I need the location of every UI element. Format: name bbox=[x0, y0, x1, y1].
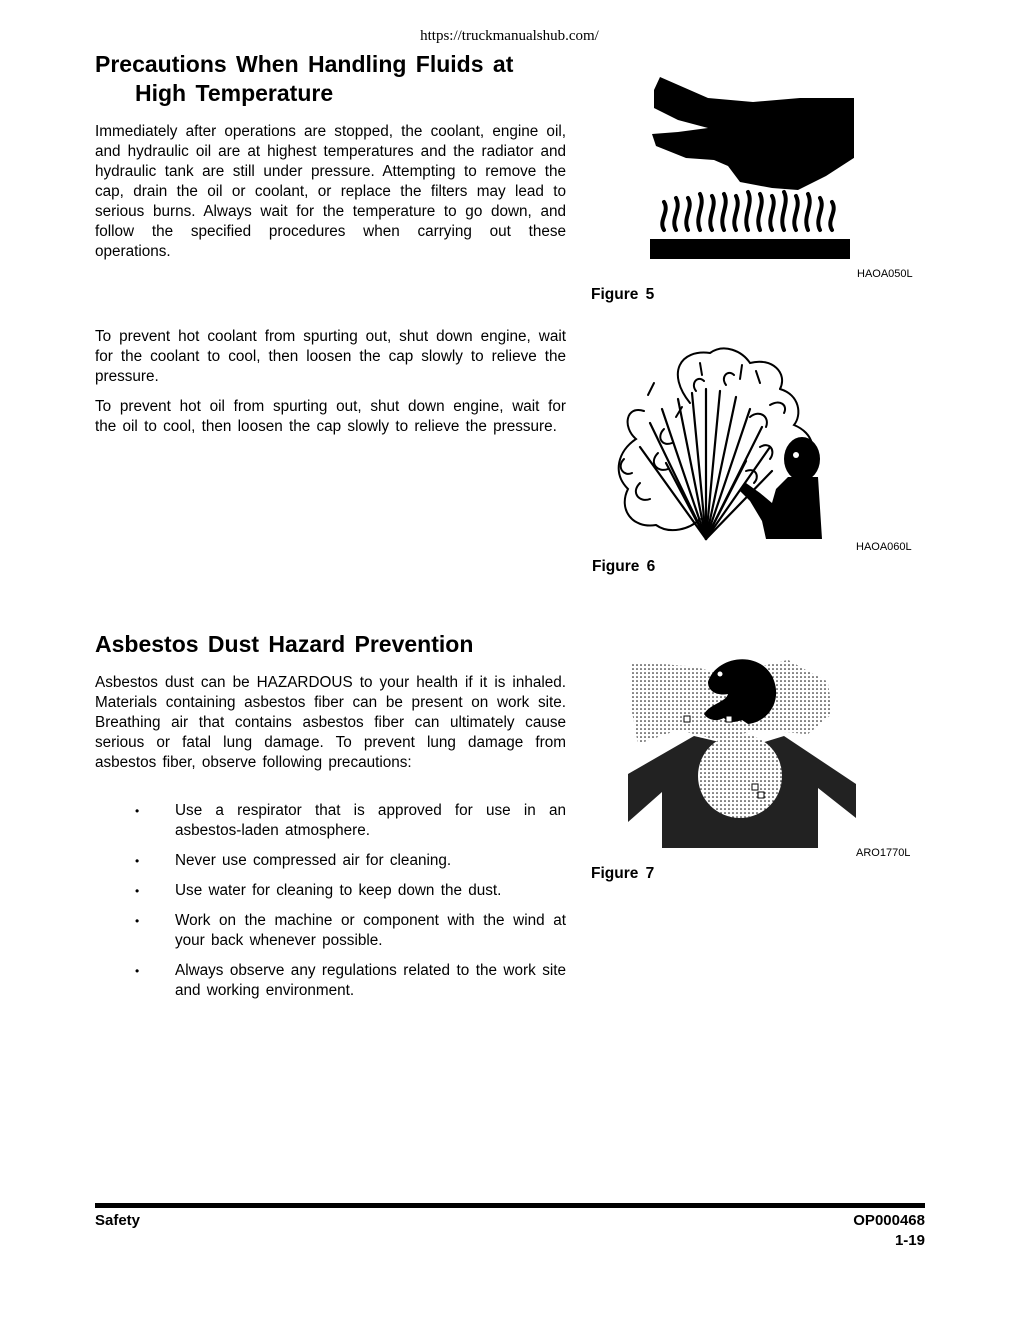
fluids-paragraph-2: To prevent hot coolant from spurting out, shut down engine, wait for the coolant to cool, then loosen the cap slowly to relieve the pressure. bbox=[95, 328, 566, 385]
list-item bbox=[95, 961, 566, 1001]
figure-7-caption: Figure 7 bbox=[591, 865, 655, 882]
figure-6-code: HAOA060L bbox=[856, 541, 912, 553]
list-item bbox=[95, 911, 566, 951]
list-item-text: Work on the machine or component with the wind at your back whenever possible. bbox=[175, 912, 566, 949]
list-item-text: Never use compressed air for cleaning. bbox=[175, 852, 452, 869]
bullet-marker: • bbox=[135, 964, 140, 978]
list-item-text: Use a respirator that is approved for use in an asbestos-laden atmosphere. bbox=[175, 802, 566, 839]
footer-rule bbox=[95, 1203, 925, 1208]
footer-page-number: 1-19 bbox=[894, 1232, 925, 1249]
footer-doc-number: OP000468 bbox=[853, 1212, 925, 1229]
hot-surface-hand-icon bbox=[648, 72, 854, 262]
list-item bbox=[95, 851, 566, 871]
figure-7-code: ARO1770L bbox=[856, 847, 911, 859]
fluids-paragraph-1: Immediately after operations are stopped, the coolant, engine oil, and hydraulic oil are at highest temperatures and the radiator and hydraulic tank are still under pressure. Attempting to remove the cap, drain the oil or coolant, or replace the filters may lead to serious burns. Always wait for the temperature to go down, and follow the specified procedures when carrying out these operations. bbox=[95, 123, 566, 260]
asbestos-dust-icon bbox=[628, 652, 858, 848]
list-item-text: Use water for cleaning to keep down the dust. bbox=[175, 882, 502, 899]
list-item-text: Always observe any regulations related to the work site and working environment. bbox=[175, 962, 566, 999]
bullet-marker: • bbox=[135, 884, 140, 898]
asbestos-paragraph: Asbestos dust can be HAZARDOUS to your health if it is inhaled. Materials containing asbestos fiber can be present on work site. Breathing air that contains asbestos fiber can ultimately cause serious or fatal lung damage. To prevent lung damage from asbestos fiber, observe following precautions: bbox=[95, 674, 566, 771]
list-item bbox=[95, 881, 566, 901]
figure-5-caption: Figure 5 bbox=[591, 286, 655, 303]
list-item bbox=[95, 801, 566, 841]
section-title-fluids bbox=[95, 50, 513, 108]
title-line-2: High Temperature bbox=[135, 80, 334, 106]
figure-5-code: HAOA050L bbox=[857, 268, 913, 280]
pressurized-spray-icon bbox=[600, 343, 840, 543]
source-url: https://truckmanualshub.com/ bbox=[420, 28, 599, 44]
fluids-paragraph-3: To prevent hot oil from spurting out, shut down engine, wait for the oil to cool, then loosen the cap slowly to relieve the pressure. bbox=[95, 398, 566, 435]
asbestos-precautions-list bbox=[95, 801, 566, 1011]
section-title-asbestos: Asbestos Dust Hazard Prevention bbox=[95, 631, 474, 657]
title-line-1: Precautions When Handling Fluids at bbox=[95, 51, 514, 77]
bullet-marker: • bbox=[135, 804, 140, 818]
bullet-marker: • bbox=[135, 854, 140, 868]
bullet-marker: • bbox=[135, 914, 140, 928]
footer-section-name: Safety bbox=[95, 1212, 141, 1229]
figure-6-caption: Figure 6 bbox=[592, 558, 656, 575]
